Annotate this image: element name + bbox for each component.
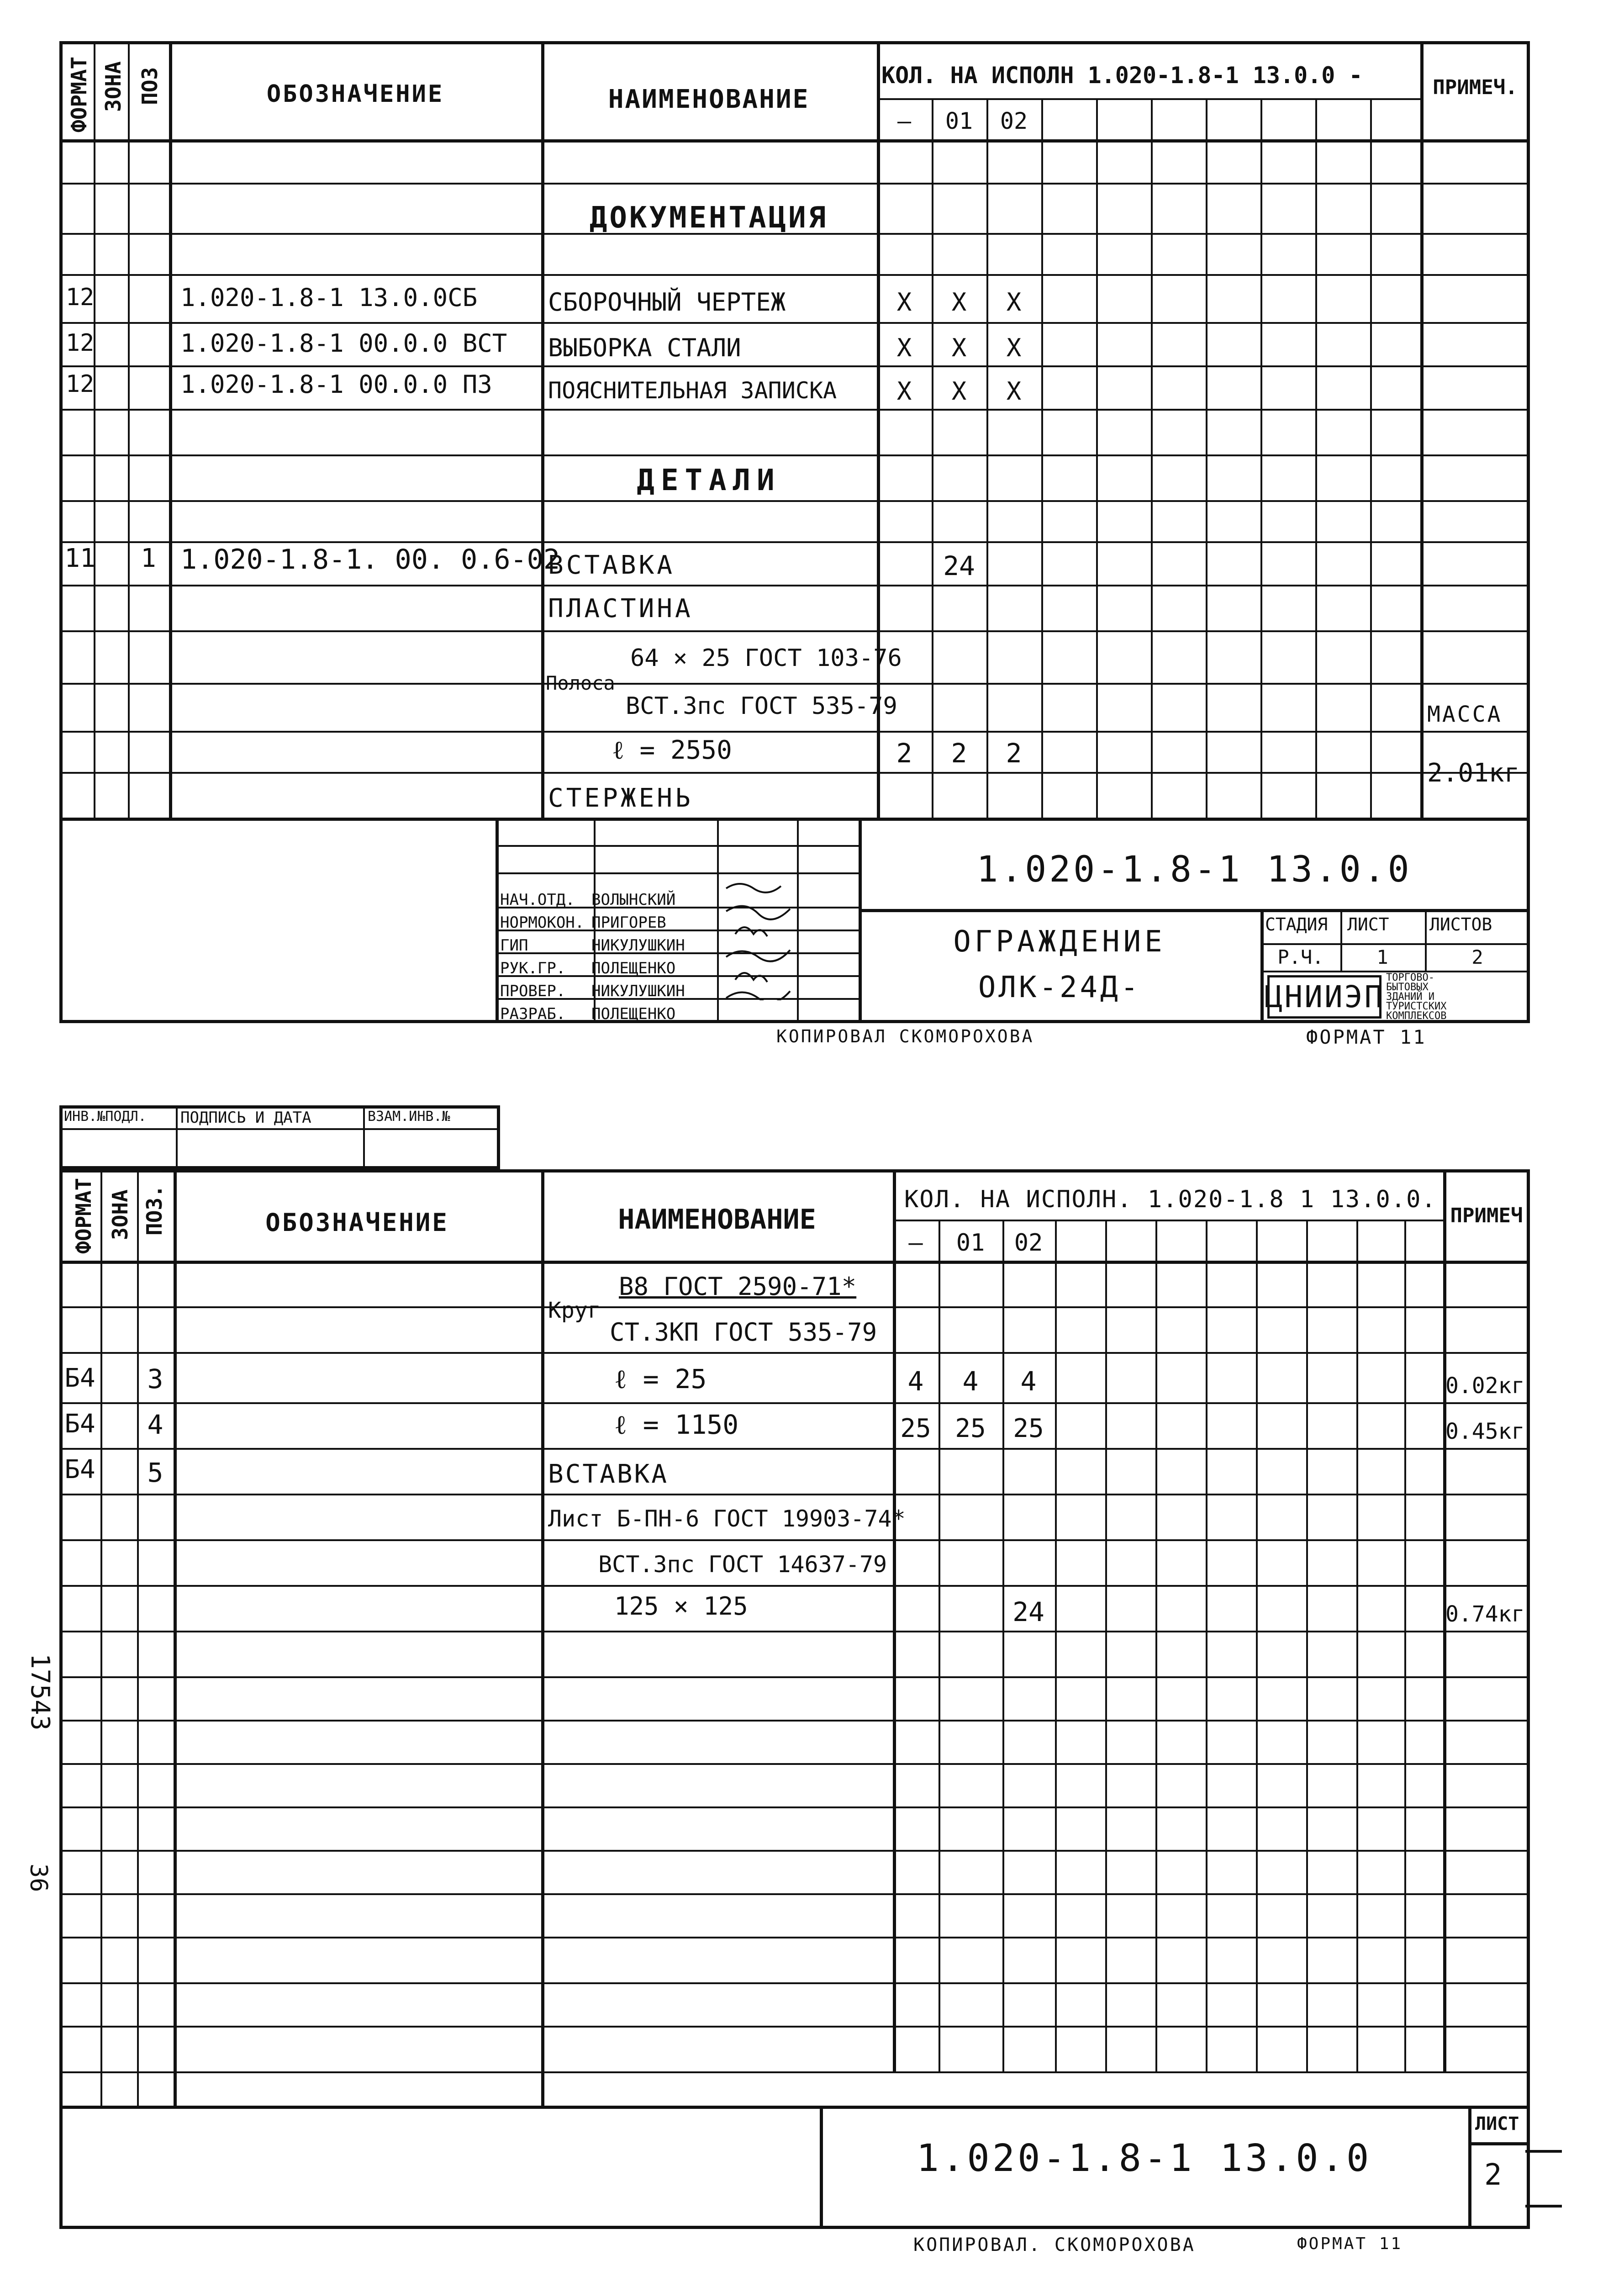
variant-dash: – [897, 108, 912, 134]
org-description: ТОРГОВО- БЫТОВЫХ ЗДАНИЙ И ТУРИСТСКИХ КОМПЛЕКСОВ [1386, 972, 1447, 1022]
stamp-replace: ВЗАМ.ИНВ.№ [368, 1109, 450, 1125]
column-header-name-2: НАИМЕНОВАНИЕ [618, 1204, 816, 1236]
dims: 125 × 125 [614, 1592, 748, 1621]
krug-spec-2: СТ.3КП ГОСТ 535-79 [610, 1318, 877, 1347]
format-note-2: ФОРМАТ 11 [1297, 2234, 1403, 2253]
section-documentation: ДОКУМЕНТАЦИЯ [589, 201, 828, 235]
person-row: НАЧ.ОТД. ВОЛЫНСКИЙ [500, 891, 676, 909]
margin-page: 36 [25, 1864, 52, 1892]
sheet-value-2: 2 [1484, 2158, 1502, 2192]
plate-polosa: Полоса [546, 672, 615, 694]
signatures [722, 877, 795, 1000]
signature [726, 950, 790, 961]
person-row: НОРМОКОН. ПРИГОРЕВ [500, 914, 666, 932]
title-line-2: ОЛК-24Д- [978, 971, 1141, 1004]
variant-dash-2: – [908, 1229, 923, 1257]
sheet-spec-2: ВСТ.3пс ГОСТ 14637-79 [598, 1551, 887, 1578]
doc-number-1: 1.020-1.8-1 13.0.0 [976, 849, 1412, 890]
person-row: ПРОВЕР. НИКУЛУШКИН [500, 982, 685, 1000]
rod-name: СТЕРЖЕНЬ [548, 783, 693, 813]
column-header-format-2: ФОРМАТ [71, 1178, 96, 1254]
column-header-designation: ОБОЗНАЧЕНИЕ [266, 80, 444, 108]
column-header-zone-2: ЗОНА [108, 1189, 132, 1240]
krug-label: Круг [548, 1298, 601, 1323]
plate-q1: 2 [951, 738, 967, 769]
mass-value: 2.01кг [1427, 758, 1520, 788]
sheets-label: ЛИСТОВ [1429, 914, 1492, 935]
stage-label: СТАДИЯ [1265, 914, 1328, 935]
signature [726, 991, 790, 1000]
mass-label: МАССА [1427, 702, 1503, 727]
signature [735, 973, 767, 982]
signature [735, 927, 767, 936]
person-row: РУК.ГР. ПОЛЕЩЕНКО [500, 959, 676, 977]
column-header-zone: ЗОНА [101, 61, 126, 112]
signature [726, 884, 781, 893]
person-row: ГИП НИКУЛУШКИН [500, 936, 685, 955]
section-parts: ДЕТАЛИ [637, 464, 781, 497]
variant-01-2: 01 [956, 1229, 985, 1257]
column-header-format: ФОРМАТ [67, 56, 91, 132]
org-logo: ЦНИИЭП [1267, 975, 1381, 1019]
format-note-1: ФОРМАТ 11 [1306, 1026, 1427, 1048]
column-header-qty: КОЛ. НА ИСПОЛН 1.020-1.8-1 13.0.0 - [881, 62, 1363, 89]
stamp-sign: ПОДПИСЬ И ДАТА [180, 1109, 311, 1127]
plate-q0: 2 [896, 738, 912, 769]
column-header-designation-2: ОБОЗНАЧЕНИЕ [265, 1208, 449, 1237]
variant-02: 02 [1000, 108, 1028, 134]
person-row: РАЗРАБ. ПОЛЕЩЕНКО [500, 1005, 676, 1023]
copied-by-2: КОПИРОВАЛ. СКОМОРОХОВА [913, 2234, 1196, 2255]
sheet-value: 1 [1376, 946, 1388, 968]
binding-line [1525, 2151, 1562, 2206]
plate-spec-1: 64 × 25 ГОСТ 103-76 [630, 644, 902, 672]
copied-by-1: КОПИРОВАЛ СКОМОРОХОВА [776, 1026, 1034, 1046]
dims-note: 0.74кг [1445, 1601, 1525, 1627]
sheets-value: 2 [1471, 946, 1483, 968]
column-header-qty-2: КОЛ. НА ИСПОЛН. 1.020-1.8 1 13.0.0. [904, 1186, 1437, 1213]
variant-02-2: 02 [1014, 1229, 1043, 1257]
people-list [500, 888, 685, 1025]
plate-spec-2: ВСТ.3пс ГОСТ 535-79 [626, 692, 897, 720]
column-header-pos: ПОЗ [137, 67, 162, 105]
column-header-pos-2: ПОЗ. [142, 1185, 167, 1236]
doc-number-2: 1.020-1.8-1 13.0.0 [916, 2137, 1372, 2180]
stage-value: Р.Ч. [1277, 946, 1324, 968]
margin-number: 17543 [25, 1653, 55, 1731]
signature [726, 906, 790, 919]
sheet-label-2: ЛИСТ [1475, 2113, 1519, 2134]
plate-q2: 2 [1006, 738, 1022, 769]
variant-01: 01 [945, 108, 973, 134]
stamp-inv: ИНВ.№ПОДЛ. [64, 1109, 147, 1125]
title-line-1: ОГРАЖДЕНИЕ [953, 925, 1166, 959]
column-header-note: ПРИМЕЧ. [1433, 76, 1518, 99]
krug-spec-1: В8 ГОСТ 2590-71* [619, 1272, 857, 1301]
dims-q2: 24 [1012, 1596, 1044, 1627]
column-header-note-2: ПРИМЕЧ [1450, 1204, 1523, 1227]
plate-name: ПЛАСТИНА [548, 594, 693, 623]
column-header-name: НАИМЕНОВАНИЕ [608, 85, 810, 114]
page: ФОРМАТ ЗОНА ПОЗ ОБОЗНАЧЕНИЕ НАИМЕНОВАНИЕ КОЛ. НА ИСПОЛН 1.020-1.8-1 13.0.0 - – 01 02 ПРИМЕЧ. ДОКУМЕНТАЦИЯ ДЕТАЛИ 12 1.020-1.8-1 13.0.0СБ СБОРОЧНЫЙ ЧЕРТЕЖ Х Х Х 12 1.020-1.8-1 00.0.0 ВСТ ВЫБОРКА СТАЛИ Х Х Х 12 1.020-1.8-1 00.0.0 ПЗ ПОЯСНИТЕЛЬНАЯ ЗАПИСКА Х Х Х 11 1 1.020-1.8-1. 00. 0.6-02 ВСТАВКА 24 ПЛАСТИНА Полоса 64 × 25 ГОСТ 103-76 ВСТ.3пс ГОСТ 535-79 ℓ = 2550 2 2 2 МАССА 2.01кг СТЕРЖЕНЬ НАЧ.ОТД. ВОЛЫНСКИЙ НОРМОКОН. ПРИГОРЕВ ГИП НИКУЛУШКИН РУК.ГР. ПОЛЕЩЕНКО ПРОВЕР. НИКУЛУШКИН РАЗРАБ. ПОЛЕЩЕНКО 1.020-1.8-1 13.0.0 ОГРАЖДЕНИЕ ОЛК-24Д- СТАДИЯ ЛИСТ ЛИСТОВ Р.Ч. 1 2 ЦНИИЭП ТОРГОВО- БЫТОВЫХ ЗДАНИЙ И ТУРИСТСКИХ КОМПЛЕКСОВ КОПИРОВАЛ СКОМОРОХОВА ФОРМАТ 11 ИНВ.№ПОДЛ. ПОДПИСЬ И ДАТА ВЗАМ.ИНВ.№ ФОРМАТ ЗОНА ПОЗ. ОБОЗНАЧЕНИЕ НАИМЕНОВАНИЕ КОЛ. НА ИСПОЛН. 1.020-1.8 1 13.0.0. – 01 02 ПРИМЕЧ Круг В8 ГОСТ 2590-71* СТ.3КП ГОСТ 535-79 Б4 3 ℓ = 25 4 4 4 0.02кг Б4 4 ℓ = 1150 25 25 25 0.45кг Б4 5 ВСТАВКА Лист Б-ПН-6 ГОСТ 19903-74* ВСТ.3пс ГОСТ 14637-79 125 × 125 24 0.74кг 1.020-1.8-1 13.0.0 ЛИСТ 2 КОПИРОВАЛ. СКОМОРОХОВА ФОРМАТ 11 17543 36 [0, 0, 1624, 2271]
binding-mark [1525, 2142, 1580, 2234]
plate-length: ℓ = 2550 [612, 735, 732, 765]
sheet-label: ЛИСТ [1347, 914, 1389, 935]
sheet-spec-1: Лист Б-ПН-6 ГОСТ 19903-74* [548, 1505, 906, 1532]
